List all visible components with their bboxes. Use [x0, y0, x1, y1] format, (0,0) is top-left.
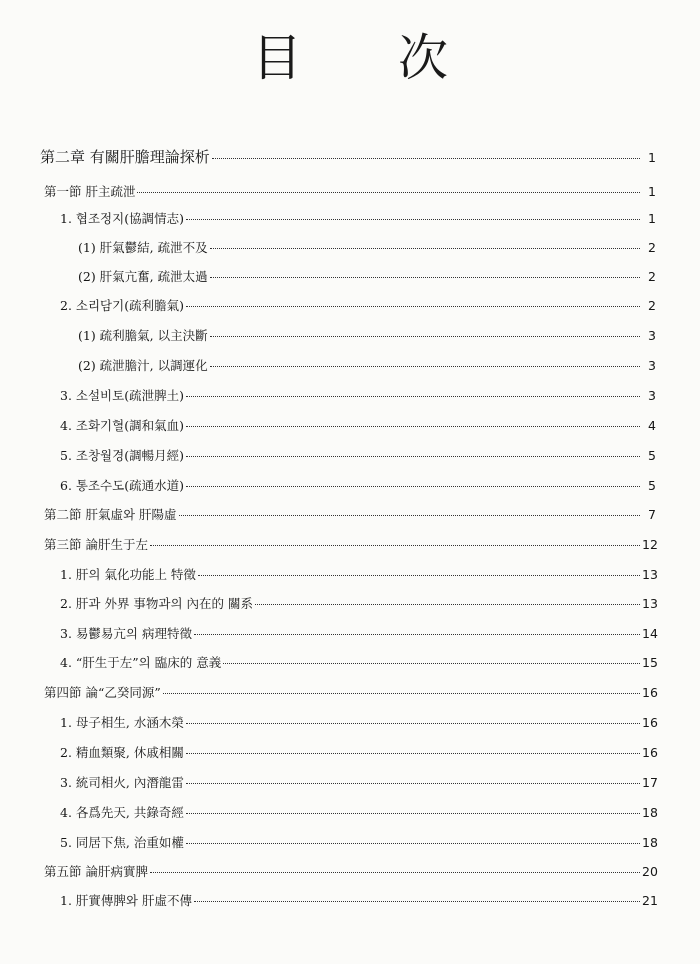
- toc-entry-page: 2: [648, 269, 656, 284]
- dot-leader: [210, 248, 640, 249]
- toc-entry-page: 18: [642, 805, 658, 820]
- toc-entry[interactable]: [78, 358, 656, 374]
- toc-entry-label: 第四節 論“乙癸同源”: [44, 685, 161, 700]
- dot-leader: [163, 693, 640, 694]
- toc-entry-label: 1. 협조정지(協調情志): [60, 211, 184, 226]
- dot-leader: [210, 336, 640, 337]
- toc-entry[interactable]: [60, 745, 656, 761]
- toc-entry-page: 2: [648, 240, 656, 255]
- dot-leader: [186, 486, 640, 487]
- toc-entry-page: 3: [648, 388, 656, 403]
- toc-entry-label: 第五節 論肝病實脾: [44, 864, 148, 879]
- dot-leader: [186, 723, 640, 724]
- toc-entry-label: 1. 肝實傳脾와 肝虛不傳: [60, 893, 192, 908]
- toc-entry-label: 3. 易鬱易亢의 病理特徵: [60, 626, 192, 641]
- toc-entry-label: 2. 肝과 外界 事物과의 內在的 關系: [60, 596, 254, 611]
- toc-entry-label: 6. 통조수도(疏通水道): [60, 478, 184, 493]
- toc-entry-label: 5. 同居下焦, 治重如權: [60, 835, 184, 850]
- toc-entry-label: 2. 精血類聚, 休戚相關: [60, 745, 184, 760]
- toc-entry-label: 2. 소리담기(疏利膽氣): [60, 298, 184, 313]
- dot-leader: [210, 277, 640, 278]
- dot-leader: [150, 545, 640, 546]
- toc-entry-page: 1: [648, 150, 656, 165]
- dot-leader: [194, 901, 640, 902]
- toc-entry[interactable]: [78, 240, 656, 256]
- toc-entry[interactable]: [40, 149, 656, 166]
- toc-entry-page: 1: [648, 184, 656, 199]
- toc-entry[interactable]: [60, 388, 656, 404]
- dot-leader: [255, 604, 640, 605]
- toc-entry-label: 第一節 肝主疏泄: [44, 184, 136, 199]
- toc-entry[interactable]: [60, 596, 656, 612]
- toc-entry-label: 3. 統司相火, 內潛龍雷: [60, 775, 184, 790]
- toc-entry-page: 3: [648, 358, 656, 373]
- toc-entry[interactable]: [60, 893, 656, 909]
- toc-entry-label: 1. 肝의 氣化功能上 特徵: [60, 567, 196, 582]
- toc-entry-page: 18: [642, 835, 658, 850]
- dot-leader: [179, 515, 640, 516]
- toc-entry-label: 第二章 有關肝膽理論探析: [40, 148, 210, 166]
- toc-entry[interactable]: [60, 805, 656, 821]
- toc-entry-label: 4. “肝生于左”의 臨床的 意義: [60, 655, 222, 670]
- dot-leader: [186, 426, 640, 427]
- toc-entry-page: 13: [642, 596, 658, 611]
- toc-entry[interactable]: [60, 655, 656, 671]
- toc-entry[interactable]: [60, 448, 656, 464]
- toc-entry-page: 5: [648, 478, 656, 493]
- toc-entry-label: (1) 肝氣鬱結, 疏泄不及: [78, 240, 208, 255]
- toc-entry-label: 4. 조화기혈(調和氣血): [60, 418, 184, 433]
- dot-leader: [186, 783, 640, 784]
- dot-leader: [198, 575, 640, 576]
- toc-entry-page: 5: [648, 448, 656, 463]
- toc-entry-page: 7: [648, 507, 656, 522]
- toc-entry-label: (2) 肝氣亢奮, 疏泄太過: [78, 269, 208, 284]
- dot-leader: [212, 158, 640, 159]
- toc-entry[interactable]: [60, 478, 656, 494]
- toc-entry-page: 1: [648, 211, 656, 226]
- dot-leader: [194, 634, 640, 635]
- toc-entry[interactable]: [44, 864, 656, 880]
- toc-entry[interactable]: [44, 507, 656, 523]
- toc-entry-label: 第三節 論肝生于左: [44, 537, 148, 552]
- toc-entry-page: 21: [642, 893, 658, 908]
- toc-entry[interactable]: [60, 715, 656, 731]
- toc-entry[interactable]: [60, 567, 656, 583]
- toc-entry-label: (2) 疏泄膽汁, 以調運化: [78, 358, 208, 373]
- toc-entry[interactable]: [44, 685, 656, 701]
- toc-entry-page: 2: [648, 298, 656, 313]
- page-title: 目 次: [252, 29, 488, 87]
- toc-entry-page: 16: [642, 715, 658, 730]
- toc-entry[interactable]: [78, 328, 656, 344]
- dot-leader: [150, 872, 640, 873]
- toc-entry[interactable]: [60, 626, 656, 642]
- toc-entry[interactable]: [60, 835, 656, 851]
- dot-leader: [186, 306, 640, 307]
- toc-entry[interactable]: [60, 298, 656, 314]
- toc-entry-label: 5. 조창월경(調暢月經): [60, 448, 184, 463]
- toc-entry-page: 15: [642, 655, 658, 670]
- dot-leader: [186, 396, 640, 397]
- toc-entry-label: (1) 疏利膽氣, 以主決斷: [78, 328, 208, 343]
- dot-leader: [223, 663, 640, 664]
- toc-entry[interactable]: [78, 269, 656, 285]
- toc-entry[interactable]: [60, 211, 656, 227]
- toc-entry-label: 1. 母子相生, 水涵木榮: [60, 715, 184, 730]
- toc-entry[interactable]: [44, 184, 656, 200]
- toc-entry-page: 16: [642, 685, 658, 700]
- toc-entry[interactable]: [44, 537, 656, 553]
- toc-entry-page: 3: [648, 328, 656, 343]
- toc-entry-label: 3. 소설비토(疏泄脾土): [60, 388, 184, 403]
- toc-entry-page: 13: [642, 567, 658, 582]
- dot-leader: [186, 843, 640, 844]
- toc-entry-page: 20: [642, 864, 658, 879]
- dot-leader: [210, 366, 640, 367]
- toc-entry[interactable]: [60, 418, 656, 434]
- toc-entry-page: 12: [642, 537, 658, 552]
- dot-leader: [186, 456, 640, 457]
- dot-leader: [186, 753, 640, 754]
- dot-leader: [137, 192, 640, 193]
- toc-entry-label: 第二節 肝氣虛와 肝陽虛: [44, 507, 177, 522]
- toc-entry-page: 14: [642, 626, 658, 641]
- dot-leader: [186, 219, 640, 220]
- toc-entry-page: 16: [642, 745, 658, 760]
- dot-leader: [186, 813, 640, 814]
- toc-entry-page: 4: [648, 418, 656, 433]
- toc-entry-page: 17: [642, 775, 658, 790]
- toc-entry-label: 4. 各爲先天, 共錄奇經: [60, 805, 184, 820]
- toc-entry[interactable]: [60, 775, 656, 791]
